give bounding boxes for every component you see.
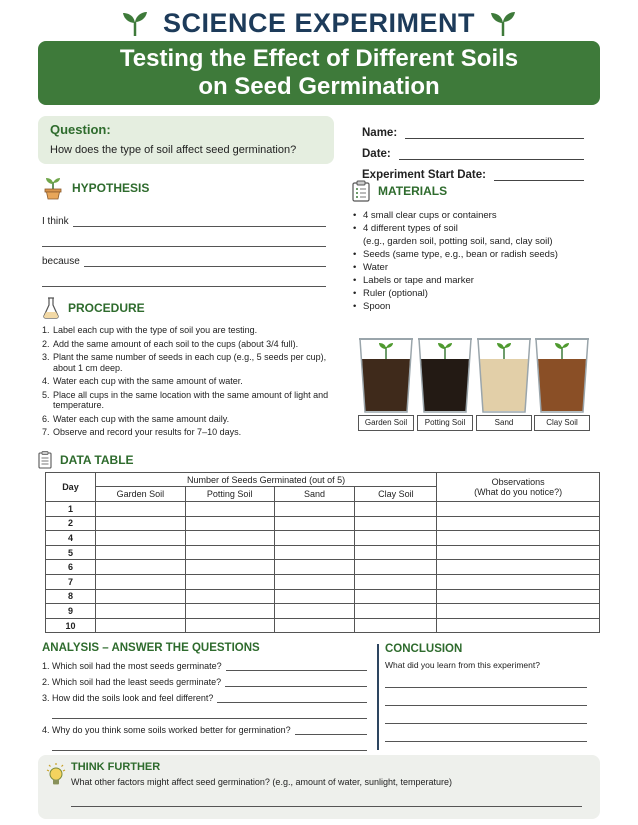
entry-cell[interactable] (274, 618, 355, 633)
materials-item-note-text: (e.g., garden soil, potting soil, sand, clay soil) (363, 235, 553, 247)
cup-icon (476, 335, 532, 413)
entry-cell[interactable] (95, 502, 185, 517)
i-think-label: I think (42, 216, 69, 227)
day-cell: 1 (46, 502, 96, 517)
hypothesis-because-line[interactable] (42, 247, 326, 267)
entry-cell[interactable] (185, 502, 274, 517)
cup-icon (534, 335, 590, 413)
analysis-question-text: 2. Which soil had the least seeds germinate? (42, 677, 222, 687)
start-date-line[interactable] (494, 169, 584, 181)
analysis-heading (42, 642, 260, 654)
think-further-prompt: What other factors might affect seed germination? (e.g., amount of water, sunlight, temperature) (71, 777, 453, 787)
entry-cell[interactable] (355, 502, 437, 517)
materials-list (352, 210, 602, 314)
flask-icon (42, 297, 60, 319)
observation-cell[interactable] (437, 531, 600, 546)
procedure-step: 6. Water each cup with the same amount daily. (42, 413, 230, 424)
conclusion-prompt: What did you learn from this experiment? (385, 660, 540, 670)
cup-icon (358, 335, 414, 413)
banner-line-2: on Seed Germination (198, 73, 440, 100)
cup-label: Sand (476, 415, 532, 431)
entry-cell[interactable] (355, 574, 437, 589)
cup-sand (476, 335, 532, 427)
analysis-question[interactable] (42, 674, 367, 687)
materials-item: • Ruler (optional) (352, 288, 602, 300)
entry-cell[interactable] (95, 545, 185, 560)
entry-cell[interactable] (355, 560, 437, 575)
analysis-questions (42, 658, 367, 754)
hypothesis-blank-line[interactable] (42, 267, 326, 287)
entry-cell[interactable] (95, 574, 185, 589)
plant-pot-icon (42, 176, 64, 200)
procedure-step: 1. Label each cup with the type of soil you are testing. (42, 325, 258, 335)
hypothesis-title: HYPOTHESIS (72, 181, 150, 195)
entry-cell[interactable] (185, 531, 274, 546)
soil-header: Garden Soil (95, 487, 185, 502)
entry-cell[interactable] (355, 531, 437, 546)
analysis-question[interactable] (42, 658, 367, 671)
date-label: Date: (362, 148, 391, 160)
entry-cell[interactable] (274, 502, 355, 517)
title-banner (38, 41, 600, 105)
observation-cell[interactable] (437, 574, 600, 589)
page-header (0, 6, 638, 40)
soil-cups-illustration (358, 335, 590, 435)
date-field[interactable] (362, 139, 584, 160)
cup-potting-soil (417, 335, 473, 427)
answer-line[interactable] (52, 706, 367, 719)
observation-cell[interactable] (437, 516, 600, 531)
entry-cell[interactable] (185, 516, 274, 531)
procedure-title: PROCEDURE (68, 301, 145, 315)
materials-heading (352, 180, 447, 202)
soil-header: Clay Soil (355, 487, 437, 502)
clipboard-icon (38, 451, 52, 469)
materials-item: • Spoon (352, 301, 602, 313)
date-line[interactable] (399, 148, 584, 160)
clipboard-icon (352, 180, 370, 202)
sprout-icon (489, 10, 517, 36)
observation-cell[interactable] (437, 604, 600, 619)
cup-garden-soil (358, 335, 414, 427)
info-fields (362, 118, 584, 181)
observations-header (437, 473, 600, 502)
procedure-step: 2. Add the same amount of each soil to the cups (about 3/4 full). (42, 338, 299, 349)
entry-cell[interactable] (355, 516, 437, 531)
entry-cell[interactable] (185, 604, 274, 619)
name-label: Name: (362, 127, 398, 139)
observation-cell[interactable] (437, 560, 600, 575)
procedure-step: 5. Place all cups in the same location with the same amount of light and temperature. (42, 389, 329, 411)
soil-header: Sand (274, 487, 355, 502)
hypothesis-lines (42, 207, 326, 287)
soil-header: Potting Soil (185, 487, 274, 502)
section-divider (377, 644, 379, 750)
procedure-step: 7. Observe and record your results for 7–10 days. (42, 427, 242, 438)
cup-label: Potting Soil (417, 415, 473, 431)
entry-cell[interactable] (274, 589, 355, 604)
entry-cell[interactable] (95, 560, 185, 575)
page-title: SCIENCE EXPERIMENT (162, 7, 476, 38)
observations-header-line-1: Observations (491, 477, 545, 487)
germination-data-table (45, 472, 600, 633)
answer-line[interactable] (52, 738, 367, 751)
entry-cell[interactable] (95, 531, 185, 546)
answer-line[interactable] (385, 688, 587, 706)
question-label: Question: (50, 122, 111, 137)
procedure-heading (42, 297, 145, 319)
procedure-step: 3. Plant the same number of seeds in each cup (e.g., 5 seeds per cup), about 1 cm deep. (42, 352, 327, 373)
table-row (46, 618, 600, 633)
analysis-question[interactable] (42, 722, 367, 735)
hypothesis-heading (42, 176, 149, 200)
entry-cell[interactable] (95, 589, 185, 604)
name-field[interactable] (362, 118, 584, 139)
cup-icon (417, 335, 473, 413)
entry-cell[interactable] (355, 589, 437, 604)
hypothesis-i-think-line[interactable] (42, 207, 326, 227)
analysis-question[interactable] (42, 690, 367, 703)
observation-cell[interactable] (437, 618, 600, 633)
table-row (46, 502, 600, 517)
hypothesis-blank-line[interactable] (42, 227, 326, 247)
table-row (46, 589, 600, 604)
name-line[interactable] (405, 127, 584, 139)
entry-cell[interactable] (274, 604, 355, 619)
data-table-heading (38, 451, 134, 469)
data-table-title: DATA TABLE (60, 453, 134, 467)
conclusion-section (385, 660, 587, 742)
cup-clay-soil (534, 335, 590, 427)
entry-cell[interactable] (185, 618, 274, 633)
start-date-field[interactable] (362, 160, 584, 181)
day-header: Day (46, 473, 96, 502)
cup-label: Garden Soil (358, 415, 414, 431)
table-row (46, 604, 600, 619)
answer-line[interactable] (385, 706, 587, 724)
day-cell: 8 (46, 589, 96, 604)
procedure-step: 4. Water each cup with the same amount of water. (42, 376, 243, 387)
table-row (46, 574, 600, 589)
question-text: How does the type of soil affect seed germination? (50, 144, 297, 156)
day-cell: 10 (46, 618, 96, 633)
day-cell: 5 (46, 545, 96, 560)
entry-cell[interactable] (274, 560, 355, 575)
table-row (46, 516, 600, 531)
conclusion-title: CONCLUSION (385, 643, 463, 655)
entry-cell[interactable] (355, 618, 437, 633)
group-header: Number of Seeds Germinated (out of 5) (95, 473, 436, 487)
answer-line[interactable] (385, 670, 587, 688)
observations-header-line-2: (What do you notice?) (474, 487, 563, 497)
question-box (38, 116, 334, 164)
think-further-title: THINK FURTHER (71, 761, 161, 773)
analysis-question-text: 3. How did the soils look and feel different? (42, 693, 214, 703)
entry-cell[interactable] (274, 545, 355, 560)
entry-cell[interactable] (274, 574, 355, 589)
entry-cell[interactable] (355, 545, 437, 560)
entry-cell[interactable] (185, 545, 274, 560)
start-date-label: Experiment Start Date: (362, 169, 486, 181)
table-row (46, 531, 600, 546)
materials-item: • 4 small clear cups or containers (352, 210, 602, 222)
day-cell: 4 (46, 531, 96, 546)
sprout-icon (121, 10, 149, 36)
entry-cell[interactable] (274, 531, 355, 546)
answer-line[interactable] (71, 806, 582, 807)
entry-cell[interactable] (95, 604, 185, 619)
because-label: because (42, 256, 80, 267)
entry-cell[interactable] (355, 604, 437, 619)
materials-item: • Seeds (same type, e.g., bean or radish seeds) (352, 249, 602, 261)
entry-cell[interactable] (185, 560, 274, 575)
materials-item: • Labels or tape and marker (352, 275, 602, 287)
analysis-question-text: 4. Why do you think some soils worked better for germination? (42, 725, 291, 735)
materials-item-note (352, 236, 602, 248)
observation-cell[interactable] (437, 502, 600, 517)
think-further-box (38, 755, 600, 819)
entry-cell[interactable] (185, 589, 274, 604)
entry-cell[interactable] (274, 516, 355, 531)
procedure-list (42, 325, 352, 441)
analysis-title: ANALYSIS – ANSWER THE QUESTIONS (42, 642, 260, 654)
cup-label: Clay Soil (534, 415, 590, 431)
table-row (46, 545, 600, 560)
day-cell: 6 (46, 560, 96, 575)
observation-cell[interactable] (437, 589, 600, 604)
materials-title: MATERIALS (378, 184, 448, 198)
entry-cell[interactable] (185, 574, 274, 589)
observation-cell[interactable] (437, 545, 600, 560)
answer-line[interactable] (385, 724, 587, 742)
conclusion-heading (385, 643, 462, 655)
day-cell: 7 (46, 574, 96, 589)
table-row (46, 560, 600, 575)
day-cell: 2 (46, 516, 96, 531)
day-cell: 9 (46, 604, 96, 619)
analysis-question-text: 1. Which soil had the most seeds germinate? (42, 661, 222, 671)
entry-cell[interactable] (95, 618, 185, 633)
banner-line-1: Testing the Effect of Different Soils (119, 45, 519, 72)
entry-cell[interactable] (95, 516, 185, 531)
materials-item: • Water (352, 262, 602, 274)
materials-item: • 4 different types of soil (352, 223, 602, 235)
lightbulb-icon (46, 763, 66, 794)
